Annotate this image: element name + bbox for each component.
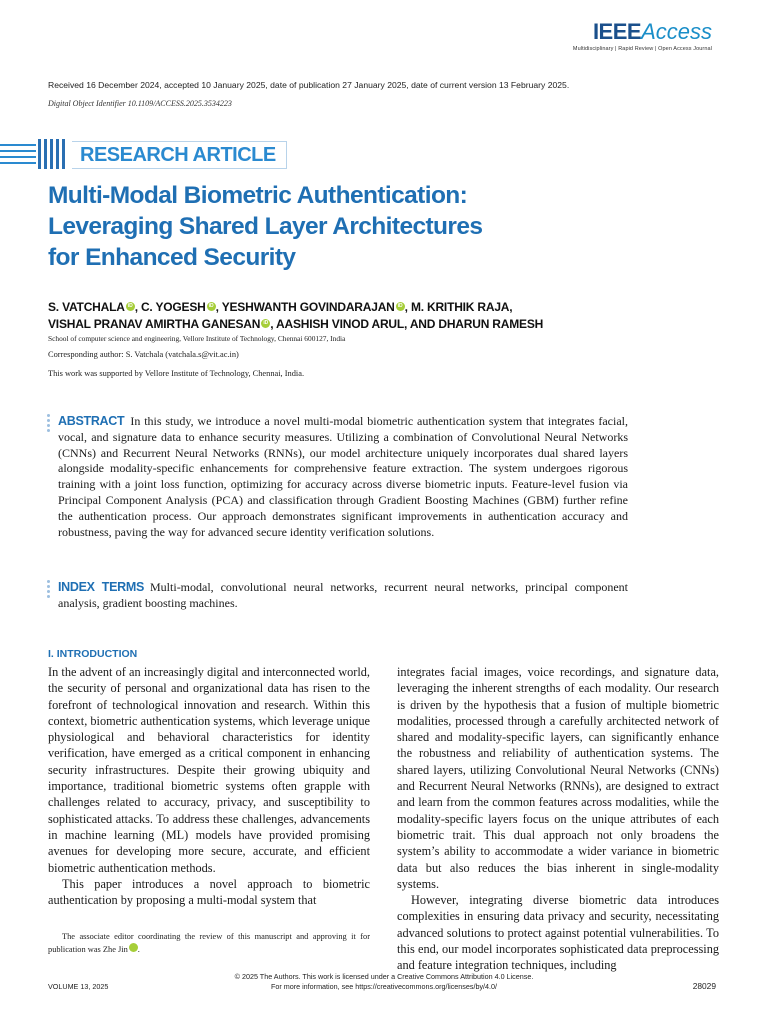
orcid-icon[interactable]: iD — [207, 302, 216, 311]
license-notice — [0, 972, 768, 992]
abstract-dots-icon — [47, 414, 51, 434]
author-name: M. KRITHIK RAJA, — [410, 300, 513, 314]
volume-label: VOLUME 13, 2025 — [48, 982, 109, 991]
abstract — [58, 414, 628, 540]
author-name: S. VATCHALA — [48, 300, 125, 314]
orcid-icon[interactable]: iD — [261, 319, 270, 328]
affiliation: School of computer science and engineering, Vellore Institute of Technology, Chennai 600127, India — [48, 334, 346, 343]
orcid-icon[interactable]: iD — [126, 302, 135, 311]
abstract-label: ABSTRACT — [58, 414, 125, 428]
author-name: C. YOGESH — [140, 300, 206, 314]
research-article-banner — [0, 139, 276, 169]
body-column-right — [397, 664, 719, 974]
footnote-text: The associate editor coordinating the review of this manuscript and approving it for publication was Zhe Jin — [48, 932, 370, 954]
funding-note: This work was supported by Vellore Institute of Technology, Chennai, India. — [48, 369, 305, 378]
paper-title — [48, 180, 568, 273]
paragraph: However, integrating diverse biometric data introduces complexities in ensuring data privacy and security, necessitating advanced solutions to protect against potential vulnerabilities. To this end, our model incorporates sophisticated data preprocessing and feature integration techniques, including — [397, 893, 719, 973]
author-name: VISHAL PRANAV AMIRTHA GANESAN — [48, 317, 261, 331]
orcid-icon[interactable]: iD — [129, 943, 138, 952]
paragraph: This paper introduces a novel approach to biometric authentication by proposing a multi-modal system that — [48, 876, 370, 908]
publication-dates: Received 16 December 2024, accepted 10 January 2025, date of publication 27 January 2025, date of current version 13 February 2025. — [48, 80, 570, 90]
paragraph: integrates facial images, voice recordings, and signature data, leveraging the inherent strengths of each modality. Our research is driven by the hypothesis that a fusion of multiple biometric modalities, processed through a carefully architected network of shared and modality-specific layers, can significantly enhance the robustness and reliability of authentication systems. The shared layers, utilizing Convolutional Neural Networks (CNNs) and Recurrent Neural Networks (RNNs), are designed to extract and learn from the common features across modalities, while the modality-specific layers focus on the unique attributes of each biometric trait. This dual approach not only broadens the system’s ability to accommodate a wider variance in biometric data but also reduces the bias inherent in single-modality systems. — [397, 665, 719, 891]
paragraph: In the advent of an increasingly digital and interconnected world, the security of personal and organizational data has risen to the forefront of technological innovation and research. Within this context, biometric authentication systems, which leverage unique physiological and behavioral characteristics for identity verification, have emerged as a critical component in enhancing security infrastructures. Despite their growing ubiquity and importance, traditional biometric systems often grapple with challenges related to accuracy, privacy, and susceptibility to sophisticated attacks. To address these challenges, advancements in machine learning (ML) models have provided promising avenues for developing more secure, accurate, and efficient biometric authentication methods. — [48, 665, 370, 875]
license-link[interactable]: For more information, see https://creativecommons.org/licenses/by/4.0/ — [270, 982, 498, 991]
orcid-icon[interactable]: iD — [396, 302, 405, 311]
section-heading: I. INTRODUCTION — [48, 648, 138, 660]
title-line: Leveraging Shared Layer Architectures — [48, 213, 483, 240]
logo-tagline: Multidisciplinary | Rapid Review | Open Access Journal — [572, 46, 712, 52]
abstract-text: In this study, we introduce a novel multi-modal biometric authentication system that integrates facial, vocal, and signature data to enhance security measures. Utilizing a combination of Convolutional Neural Networks (CNNs) and Recurrent Neural Networks (RNNs), our model architecture uniquely incorporates dual shared layers alongside modality-specific enhancements for comprehensive feature extraction. The system undergoes rigorous training with a joint loss function, optimizing for accuracy across diverse biometric inputs. Feature-level fusion via Principal Component Analysis (PCA) and classification through Gradient Boosting Machines (GBM) further refine the authentication process. Our approach demonstrates significant improvements in authentication accuracy and robustness, paving the way for advanced secure identity verification solutions. — [58, 414, 628, 539]
page-number: 28029 — [692, 981, 716, 991]
logo-access: Access — [641, 19, 712, 44]
license-line: © 2025 The Authors. This work is licensed under a Creative Commons Attribution 4.0 License. — [234, 972, 534, 981]
title-line: for Enhanced Security — [48, 244, 296, 271]
logo-wordmark — [542, 20, 712, 44]
author-name: AASHISH VINOD ARUL, AND DHARUN RAMESH — [276, 317, 544, 331]
body-column-left — [48, 664, 370, 908]
editor-footnote: The associate editor coordinating the review of this manuscript and approving it for publication was Zhe Jin iD. — [48, 932, 370, 954]
author-name: YESHWANTH GOVINDARAJAN — [221, 300, 395, 314]
index-terms — [58, 580, 628, 612]
doi: Digital Object Identifier 10.1109/ACCESS.2025.3534223 — [48, 99, 232, 108]
logo-ieee: IEEE — [592, 19, 642, 44]
title-line: Multi-Modal Biometric Authentication: — [48, 182, 468, 209]
corresponding-author: Corresponding author: S. Vatchala (vatchala.s@vit.ac.in) — [48, 350, 239, 359]
banner-label: RESEARCH ARTICLE — [72, 141, 287, 169]
author-list: S. VATCHALA iD , C. YOGESH iD , YESHWANTH GOVINDARAJAN iD , M. KRITHIK RAJA, VISHAL PRANAV AMIRTHA GANESAN iD , AASHISH VINOD ARUL, AND DHARUN RAMESH — [48, 300, 544, 331]
index-terms-label: INDEX TERMS — [58, 580, 145, 594]
banner-stripes-icon — [0, 139, 70, 169]
ieee-access-logo — [542, 20, 712, 52]
index-terms-text: Multi-modal, convolutional neural networks, recurrent neural networks, principal component analysis, gradient boosting machines. — [58, 580, 628, 610]
index-terms-dots-icon — [47, 580, 51, 600]
